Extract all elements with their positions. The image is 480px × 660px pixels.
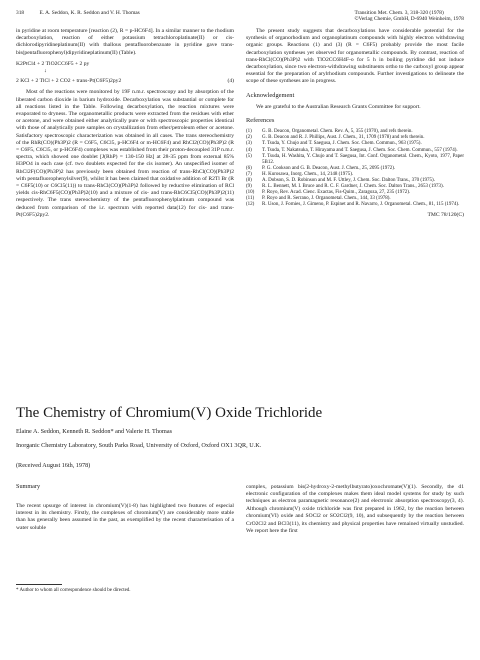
equation [16, 61, 234, 86]
reference-text: G. B. Deacon, Organometal. Chem. Rev. A, 5, 355 (1970), and refs therein. [262, 129, 413, 135]
journal-citation [354, 10, 464, 23]
paragraph: in pyridine at room temperature [reaction (2), R = p-HC6F4]. In a similar manner to the rhodium decarboxylation, reaction of either potassium tetrachloroplatinate(II) or cis-dichlorodipyridineplatinum(II) with thallous pentafluorobenzoate in pyridine gave trans-bis(pentafluorophenyl)dipyridineplatinum(II) (Table). [16, 28, 234, 56]
reference-number: (3) [246, 141, 252, 147]
article-title: The Chemistry of Chromium(V) Oxide Trichloride [16, 405, 323, 421]
summary-text: The recent upsurge of interest in chromium(V)(1-8) has highlighted two features of especial interest in its chemistry. Firstly, the complexes of chromium(V) are considerably more stable than has generally been assumed in the past, as exemplified by the recent characterisation of a water soluble [16, 502, 234, 531]
reference-number: (1) [246, 129, 252, 135]
references-heading: References [246, 117, 275, 125]
reference-number: (9) [246, 184, 252, 190]
paragraph: The present study suggests that decarboxylations have considerable potential for the synthesis of organorhodium and organoplatinum compounds with highly electron withdrawing organic groups. Reactions (1) and (3) (R = C6F5) probably provide the most facile decarboxylation syntheses yet observed for organometallic compounds. By contrast, reaction of trans-RhCl(CO)(Ph3P)2 with TlO2CC6H4F-o for 5 h in boiling pyridine did not induce decarboxylation, since two electron-withdrawing substituents ortho to the carboxyl group appear essential for the preparation of arylrhodium compounds. Further investigations to delineate the scope of these syntheses are in progress. [246, 28, 464, 85]
acknowledgement-heading: Acknowledgement [246, 91, 295, 99]
article-authors: Elaine A. Seddon, Kenneth R. Seddon* and Valerie H. Thomas [16, 428, 172, 435]
reference-number: (12) [246, 202, 255, 208]
reference-text: T. Tsuda, H. Washita, Y. Chujo and T. Saegusa, Int. Conf. Organometal. Chem., Kyoto, 1977, Paper 5B12. [262, 153, 464, 165]
affiliation: Inorganic Chemistry Laboratory, South Parks Road, University of Oxford, Oxford OX1 3QR, U.K. [16, 442, 262, 449]
equation-number: (4) [227, 78, 234, 85]
right-column [246, 28, 464, 220]
copyright-line: ©Verlag Chemie, GmbH, D-6940 Weinheim, 1978 [354, 16, 464, 23]
reference-number: (7) [246, 171, 252, 177]
reference-text: G. B. Deacon and R. J. Phillips, Aust. J. Chem., 31, 1709 (1978) and refs therein. [262, 135, 425, 141]
reference-number: (8) [246, 177, 252, 183]
reference-text: T. Tsuda, T. Nakatsuka, T. Hirayama and T. Saegusa, J. Chem. Soc. Chem. Commun., 557 (1974). [262, 147, 458, 153]
article-body-text: complex, potassium bis(2-hydroxy-2-methylbutyrato)oxochromate(V)(1). Secondly, the d1 electronic configuration of the complexes makes them ideal model systems for study by such techniques as electron paramagnetic resonance(2) and electronic absorption spectroscopy(3, 4). Although chromium(V) oxide trichloride was first prepared in 1962, by the reaction between chromium(VI) oxide and SOCl2 or SO2Cl2(9, 10), and subsequently by the reaction between CrO2Cl2 and BCl3(11), its chemistry and physical properties have remained virtually unstudied. We report here the first [246, 483, 464, 535]
reference-list [246, 129, 464, 208]
acknowledgement-text: We are grateful to the Australian Research Grants Committee for support. [256, 103, 421, 110]
manuscript-code: TMC 78/120(C) [427, 212, 464, 219]
left-column [16, 28, 234, 219]
summary-heading: Summary [16, 483, 41, 490]
reference-number: (2) [246, 135, 252, 141]
footnote: * Author to whom all correspondence should be directed. [16, 588, 131, 593]
equation-products: 2 KCl + 2 TlCl + 2 CO2 + trans-Pt(C6F5)2py2 [16, 78, 122, 85]
reference-text: R. L. Bennett, M. I. Bruce and R. C. F. Gardner, J. Chem. Soc. Dalton Trans., 2653 (1973). [262, 184, 444, 190]
reference-text: P. G. Cookson and G. B. Deacon, Aust. J. Chem., 25, 2095 (1972). [262, 165, 396, 171]
footnote-rule [16, 584, 62, 585]
reference-text: T. Tsuda, Y. Chujo and T. Saegusa, J. Chem. Soc. Chem. Commun., 963 (1975). [262, 141, 422, 147]
reference-item [246, 202, 464, 208]
reference-number: (10) [246, 190, 255, 196]
equation-reactants: K2PtCl4 + 2 TlO2CC6F5 + 2 py [16, 60, 90, 67]
reference-text: A. Dobson, S. D. Robinson and M. F. Uttley, J. Chem. Soc. Dalton Trans., 370 (1975). [262, 177, 435, 183]
reference-number: (4) [246, 147, 252, 153]
reference-item [246, 154, 464, 166]
reference-number: (6) [246, 165, 252, 171]
page-number: 318 [16, 10, 25, 16]
reference-text: P. Royo, Rev. Acad. Cienc. Exactas, Fis-Quim., Zaragoza, 27, 235 (1972). [262, 190, 411, 196]
reference-text: H. Kurosawa, Inorg. Chem., 14, 2148 (1975). [262, 171, 354, 177]
reference-number: (5) [246, 153, 252, 159]
running-header [16, 10, 154, 16]
equation-arrow: ↓ [44, 68, 47, 75]
journal-name: Transition Met. Chem. 3, 318-320 (1978) [354, 10, 444, 16]
paragraph: Most of the reactions were monitored by 19F n.m.r. spectroscopy and by absorption of the liberated carbon dioxide in barium hydroxide. Decarboxylation was substantial or complete for all reactions listed in the Table. Following decarboxylation, the reaction mixtures were evaporated to dryness. The organometallic products were extracted from the residues with ether or acetone, and were obtained either analytically pure or with spectroscopic properties identical with those of analytically pure samples on crystallization from ether/petroleum ether or acetone. Satisfactory spectroscopic characterization was obtained in all cases. The trans stereochemistry of the RhR(CO)(Ph3P)2 (R = C6F5, C6Cl5, p-HC6F4 or m-HC6F4) and RhCl2(CO)(Ph3P)2 (R = C6F5, C6Cl5, or p-HC6F4) complexes was established from their proton-decoupled 31P n.m.r. spectra, which showed one doublet [J(RhP) = 130-150 Hz] at 28-35 ppm from external 85% H3PO4 in each case (cf. two doublets expected for the cis isomer). An unspecified isomer of RhCl2F(CO)(Ph3P)2 has previously been obtained from reaction of trans-RhCl(CO)(Ph3P)2 with pentafluorophenylsilver(9), whilst it has been claimed that oxidative addition of R2Tl Br (R = C6F5(10) or C6Cl5(11)) to trans-RhCl(CO)(Ph3P)2 followed by reductive elimination of RCl yields cis-RhC6F5(CO)(Ph3P)2(10) and a mixture of cis- and trans-RhC6Cl5(CO)(Ph3P)2(11) respectively. The trans stereochemistry of the pentafluorophenylplatinum compound was deduced from comparison of the i.r. spectrum with reported data(12) for cis- and trans-Pt(C6F5)2py2. [16, 89, 234, 218]
equation-products-row [16, 78, 234, 85]
received-date: (Received August 16th, 1978) [16, 462, 91, 469]
reference-number: (11) [246, 196, 255, 202]
reference-text: R. Uson, J. Fornies, J. Gimeno, P. Espinet and R. Navarro, J. Organometal. Chem., 81, 115 (1974). [262, 202, 460, 208]
header-authors: E. A. Seddon, K. R. Seddon and V. H. Thomas [39, 10, 140, 16]
reference-text: P. Royo and R. Serrano, J. Organometal. Chem., 144, 33 (1978). [262, 196, 391, 202]
